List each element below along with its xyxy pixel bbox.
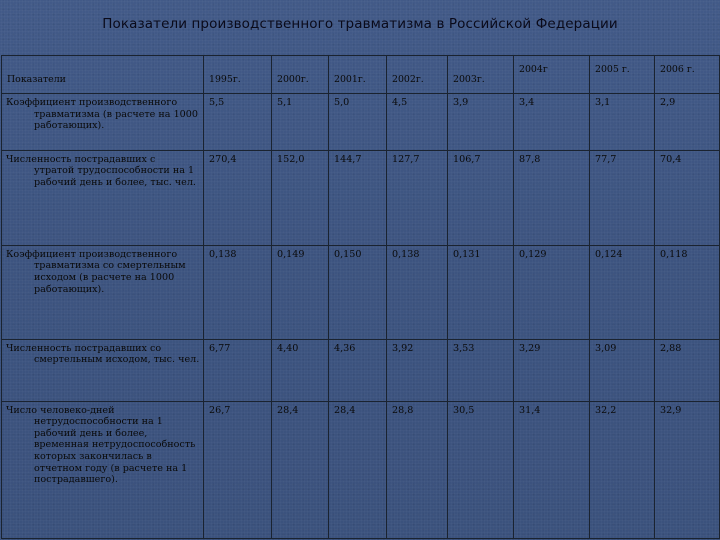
row-label [2, 150, 204, 245]
slide-title: Показатели производственного травматизма в Российской Федерации [102, 16, 618, 32]
column-header-2005: 2005 г. [590, 56, 655, 94]
column-header-2001: 2001г. [329, 56, 387, 94]
column-header-2006: 2006 г. [655, 56, 720, 94]
table-row [2, 245, 720, 339]
table-cell: 28,8 [387, 401, 448, 538]
table-header-row [2, 56, 720, 94]
table-cell: 3,4 [514, 94, 590, 151]
table-cell: 3,53 [448, 339, 514, 401]
column-header-2003: 2003г. [448, 56, 514, 94]
table-cell: 4,40 [272, 339, 329, 401]
table-cell: 2,9 [655, 94, 720, 151]
row-label-rest: смертельным исходом, тыс. чел. [34, 354, 200, 366]
table-cell: 32,2 [590, 401, 655, 538]
row-label [2, 245, 204, 339]
table-cell: 70,4 [655, 150, 720, 245]
row-label [2, 401, 204, 538]
row-label [2, 94, 204, 151]
table-cell: 3,9 [448, 94, 514, 151]
table-cell: 3,92 [387, 339, 448, 401]
table-cell: 144,7 [329, 150, 387, 245]
injury-statistics-table [1, 55, 720, 539]
table-cell: 32,9 [655, 401, 720, 538]
table-cell: 0,129 [514, 245, 590, 339]
table-cell: 5,5 [204, 94, 272, 151]
table-cell: 2,88 [655, 339, 720, 401]
table-cell: 28,4 [272, 401, 329, 538]
row-label-first-line: Коэффициент производственного [6, 248, 178, 260]
row-label-first-line: Число человеко-дней [6, 404, 115, 416]
column-header-1995: 1995г. [204, 56, 272, 94]
table-cell: 0,118 [655, 245, 720, 339]
table-cell: 77,7 [590, 150, 655, 245]
table-cell: 30,5 [448, 401, 514, 538]
row-label-rest: утратой трудоспособности на 1 рабочий день и более, тыс. чел. [34, 165, 196, 188]
column-header-2002: 2002г. [387, 56, 448, 94]
table-row [2, 150, 720, 245]
table-cell: 3,1 [590, 94, 655, 151]
row-label-first-line: Коэффициент производственного [6, 97, 178, 108]
table-cell: 0,150 [329, 245, 387, 339]
table-cell: 31,4 [514, 401, 590, 538]
table-cell: 106,7 [448, 150, 514, 245]
table-row [2, 339, 720, 401]
column-header-2004: 2004г [514, 56, 590, 94]
table-cell: 3,09 [590, 339, 655, 401]
table-cell: 6,77 [204, 339, 272, 401]
table-cell: 0,131 [448, 245, 514, 339]
table-cell: 5,0 [329, 94, 387, 151]
row-label [2, 339, 204, 401]
table-cell: 127,7 [387, 150, 448, 245]
table-cell: 4,36 [329, 339, 387, 401]
table-cell: 87,8 [514, 150, 590, 245]
row-label-rest: травматизма со смертельным исходом (в расчете на 1000 работающих). [34, 260, 186, 295]
table-row [2, 94, 720, 151]
table-cell: 26,7 [204, 401, 272, 538]
table-cell: 0,124 [590, 245, 655, 339]
table-cell: 28,4 [329, 401, 387, 538]
table-cell: 0,149 [272, 245, 329, 339]
row-label-rest: травматизма (в расчете на 1000 работающих). [34, 108, 198, 132]
table-cell: 152,0 [272, 150, 329, 245]
table-cell: 5,1 [272, 94, 329, 151]
table-cell: 0,138 [204, 245, 272, 339]
column-header-indicators: Показатели [2, 56, 204, 94]
table-cell: 270,4 [204, 150, 272, 245]
row-label-rest: нетрудоспособности на 1 рабочий день и более, временная нетрудоспособность которых закончилась в отчетном году (в расчете на 1 пострадавшего). [34, 416, 196, 486]
table-row [2, 401, 720, 538]
table-cell: 3,29 [514, 339, 590, 401]
row-label-first-line: Численность пострадавших со [6, 342, 162, 354]
table-cell: 0,138 [387, 245, 448, 339]
row-label-first-line: Численность пострадавших с [6, 153, 156, 165]
table-cell: 4,5 [387, 94, 448, 151]
column-header-2000: 2000г. [272, 56, 329, 94]
